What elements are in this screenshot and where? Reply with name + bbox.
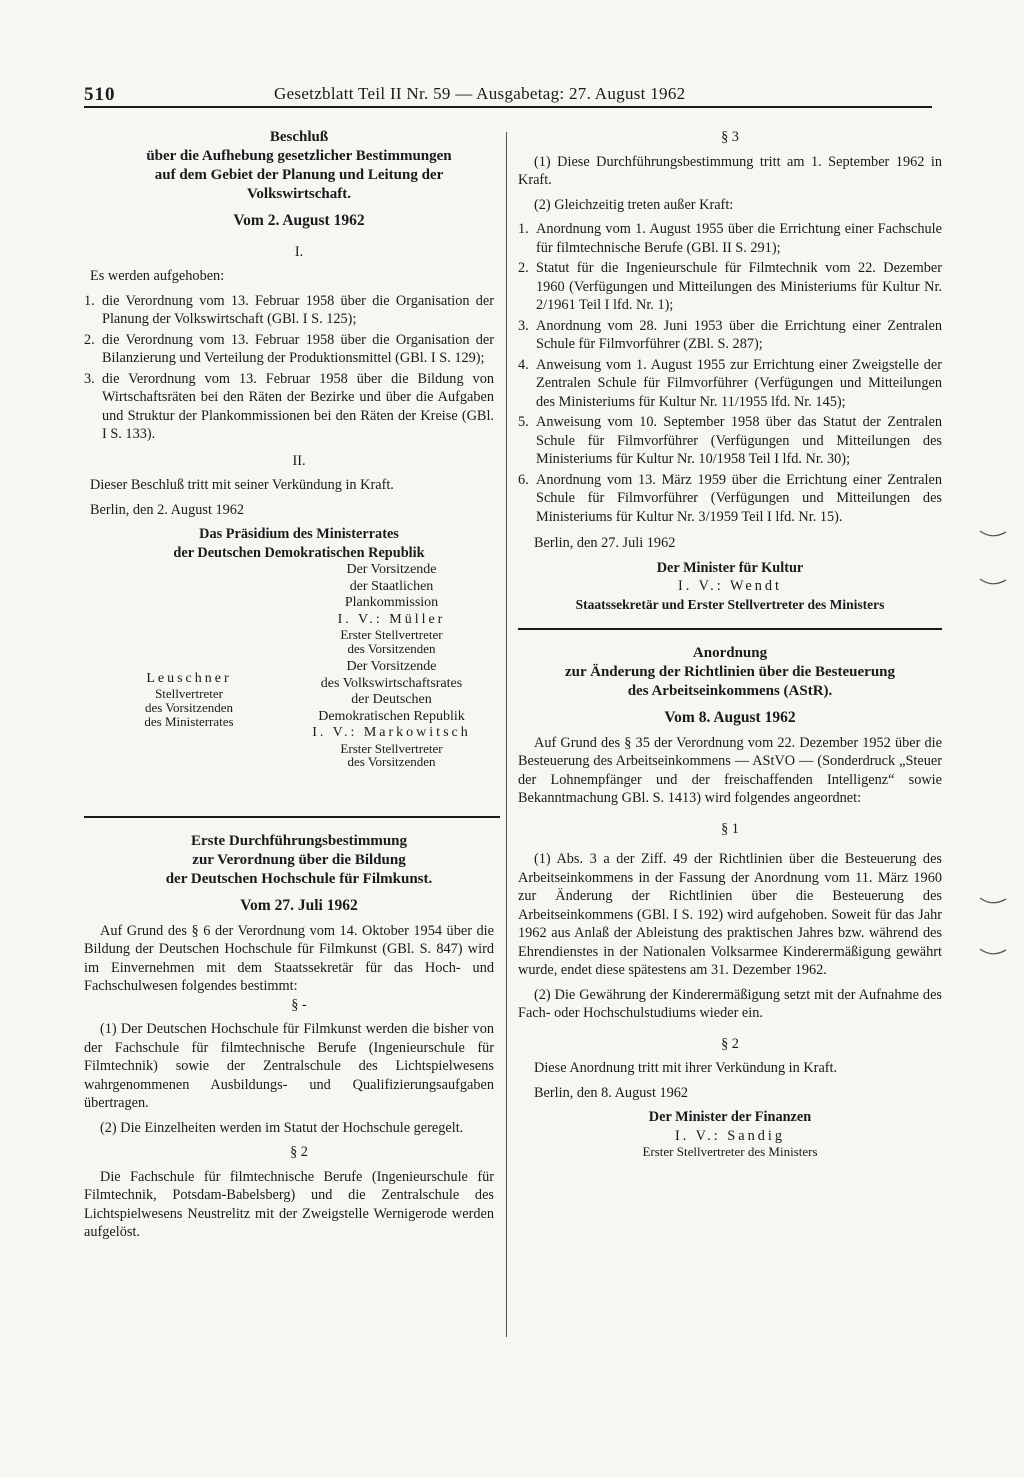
signatory-role: des Vorsitzenden: [347, 754, 436, 769]
section-heading: II.: [292, 452, 306, 469]
beschluss-title-line: Beschluß: [269, 129, 329, 145]
list-item: [518, 413, 942, 469]
anordnung-date: Vom 8. August 1962: [664, 709, 796, 726]
signatory-role: Erster Stellvertreter: [340, 740, 443, 756]
erste-para1-abs2: (2) Die Einzelheiten werden im Statut der Hochschule geregelt.: [100, 1119, 464, 1136]
signatory-title: Demokratischen Republik: [318, 708, 465, 724]
beschluss-title: [84, 128, 494, 204]
paragraph-heading: § 1: [721, 820, 739, 837]
margin-mark-icon: [978, 895, 1008, 907]
right-column: [518, 128, 942, 1159]
signatory-title: Der Vorsitzende: [346, 562, 437, 577]
column-divider: [506, 132, 507, 1337]
minister-title: Der Minister für Kultur: [656, 559, 804, 576]
anordnung-title-line: des Arbeitseinkommens (AStR).: [627, 683, 833, 699]
signatory-role: des Vorsitzenden: [145, 700, 233, 715]
erste-place-date: Berlin, den 27. Juli 1962: [534, 535, 676, 551]
erste-title-line: zur Verordnung über die Bildung: [192, 852, 406, 868]
beschluss-item-list: [84, 292, 494, 444]
item-number: 6.: [518, 471, 529, 488]
repealed-item-list: [518, 220, 942, 526]
page-header: [84, 82, 932, 108]
anordnung-place-date: Berlin, den 8. August 1962: [534, 1084, 689, 1101]
beschluss-place-date: Berlin, den 2. August 1962: [90, 501, 245, 518]
item-number: 5.: [518, 414, 529, 430]
beschluss-title-line: Volkswirtschaft.: [246, 186, 352, 202]
anordnung-title-line: zur Änderung der Richtlinien über die Besteuerung: [564, 664, 896, 680]
anordnung-intro: Auf Grund des § 35 der Verordnung vom 22. Dezember 1952 über die Besteuerung des Arbeitseinkommens — AStVO — (Sonderdruck „Steuer der Lohnempfänger und der freischaffenden Intelligenz“ sowie Bekanntmachung GBl. S. 1413) wird folgendes angeordnet:: [518, 734, 942, 806]
item-text: die Verordnung vom 13. Februar 1958 über die Organisation der Planung der Volkswirtschaft (GBl. I S. 125);: [102, 292, 494, 327]
anordnung-title: [518, 644, 942, 701]
signatory-title: Plankommission: [344, 595, 439, 610]
section-divider: [518, 628, 942, 630]
item-number: 4.: [518, 356, 529, 373]
issuer-line: Das Präsidium des Ministerrates: [199, 526, 399, 542]
item-number: 1.: [518, 221, 529, 237]
section-heading: I.: [294, 243, 304, 260]
erste-date: Vom 27. Juli 1962: [240, 897, 358, 914]
signatory-name: Leuschner: [146, 671, 232, 686]
paragraph-heading: § -: [291, 996, 307, 1013]
beschluss-intro: Es werden aufgehoben:: [90, 268, 225, 284]
erste-para3-abs2: (2) Gleichzeitig treten außer Kraft:: [534, 196, 734, 213]
list-item: [84, 370, 494, 444]
minister-title: Der Minister der Finanzen: [648, 1109, 812, 1125]
signature-left: [114, 670, 264, 729]
beschluss-signatures: [84, 562, 494, 802]
signatory-name: I. V.: Markowitsch: [312, 725, 471, 740]
list-item: [518, 259, 942, 315]
item-number: 3.: [84, 370, 95, 387]
paragraph-heading: § 3: [721, 129, 739, 145]
beschluss-date: Vom 2. August 1962: [233, 212, 365, 229]
signatory-name: I. V.: Wendt: [678, 578, 782, 594]
item-text: die Verordnung vom 13. Februar 1958 über die Organisation der Bilanzierung und Verteilung der Produktionsmittel (GBl. I S. 129);: [102, 331, 494, 366]
signatory-name: I. V.: Müller: [337, 611, 446, 627]
anordnung-para1-abs2: (2) Die Gewährung der Kinderermäßigung setzt mit der Aufnahme des Fach- oder Hochschulstudiums wieder ein.: [518, 986, 942, 1021]
item-text: die Verordnung vom 13. Februar 1958 über die Bildung von Wirtschaftsräten bei den Räten der Bezirke und über die Aufgaben und Struktur der Plankommissionen bei den Räten der Kreise (GBl. I S. 133).: [102, 370, 494, 442]
paragraph-heading: § 2: [290, 1144, 308, 1160]
list-item: [518, 356, 942, 412]
signatory-title: des Volkswirtschaftsrates: [320, 675, 463, 691]
margin-mark-icon: [978, 528, 1008, 540]
item-text: Anordnung vom 28. Juni 1953 über die Errichtung einer Zentralen Schule für Filmvorführer (ZBl. S. 287);: [536, 317, 942, 352]
beschluss-title-line: auf dem Gebiet der Planung und Leitung der: [154, 167, 444, 183]
item-number: 3.: [518, 317, 529, 334]
list-item: [518, 220, 942, 257]
item-text: Statut für die Ingenieurschule für Filmtechnik vom 22. Dezember 1960 (Verfügungen und Mitteilungen des Ministeriums für Kultur Nr. 2/1961 Teil I lfd. Nr. 1);: [536, 260, 942, 313]
issuer-line: der Deutschen Demokratischen Republik: [173, 544, 425, 561]
erste-para2-text: Die Fachschule für filmtechnische Berufe (Ingenieurschule für Filmtechnik, Potsdam-Babelsberg) und die Zentralschule des Lichtspielwesens Neustrelitz mit der Zweigstelle Wernigerode werden aufgelöst.: [84, 1168, 494, 1240]
left-column: [84, 128, 494, 1242]
signatory-title: der Staatlichen: [349, 578, 434, 594]
erste-intro: Auf Grund des § 6 der Verordnung vom 14. Oktober 1954 über die Bildung der Deutschen Hochschule für Filmkunst (GBl. S. 847) wird im Einvernehmen mit dem Staatssekretär für das Hoch- und Fachschulwesen folgendes bestimmt:: [84, 922, 494, 994]
section-divider: [84, 816, 500, 818]
signature-right: [289, 562, 494, 769]
erste-para3-abs1: (1) Diese Durchführungsbestimmung tritt am 1. September 1962 in Kraft.: [518, 153, 942, 188]
item-number: 2.: [84, 331, 95, 348]
list-item: [84, 331, 494, 368]
erste-title-line: der Deutschen Hochschule für Filmkunst.: [165, 871, 433, 887]
item-text: Anweisung vom 1. August 1955 zur Errichtung einer Zweigstelle der Zentralen Schule für Filmvorführer (Verfügungen und Mitteilungen des Ministeriums für Kultur Nr. 11/1955 lfd. Nr. 145);: [536, 356, 942, 410]
item-text: Anweisung vom 10. September 1958 über das Statut der Zentralen Schule für Filmvorführer (Verfügungen und Mitteilungen des Ministeriums für Kultur Nr. 10/1958 Teil I lfd. Nr. 30);: [536, 414, 942, 467]
signatory-title: Der Vorsitzende: [346, 659, 437, 674]
header-title: Gesetzblatt Teil II Nr. 59 — Ausgabetag: 27. August 1962: [274, 84, 686, 103]
anordnung-title-line: Anordnung: [692, 645, 768, 661]
signatory-role: des Vorsitzenden: [347, 640, 436, 656]
item-number: 2.: [518, 260, 529, 276]
item-text: Anordnung vom 1. August 1955 über die Errichtung einer Fachschule für filmtechnische Berufe (GBl. II S. 291);: [536, 221, 942, 256]
item-text: Anordnung vom 13. März 1959 über die Errichtung einer Zentralen Schule für Filmvorführer (Verfügungen und Mitteilungen des Ministeriums für Kultur Nr. 3/1959 Teil I lfd. Nr. 15).: [536, 471, 942, 525]
beschluss-effect: Dieser Beschluß tritt mit seiner Verkündung in Kraft.: [90, 477, 394, 493]
list-item: [518, 471, 942, 527]
signatory-role: Erster Stellvertreter des Ministers: [642, 1144, 818, 1159]
margin-mark-icon: [978, 576, 1008, 588]
signatory-role: des Ministerrates: [144, 714, 234, 729]
item-number: 1.: [84, 292, 95, 309]
erste-title-line: Erste Durchführungsbestimmung: [191, 833, 407, 849]
beschluss-title-line: über die Aufhebung gesetzlicher Bestimmungen: [146, 148, 452, 164]
erste-para1-abs1: (1) Der Deutschen Hochschule für Filmkunst werden die bisher von der Fachschule für filmtechnische Berufe (Ingenieurschule für Filmtechnik) sowie der Zentralschule des Lichtspielwesens wahrgenommenen Ausbildungs- und Qualifizierungsaufgaben übertragen.: [84, 1021, 494, 1111]
paragraph-heading: § 2: [721, 1035, 739, 1052]
anordnung-effect: Diese Anordnung tritt mit ihrer Verkündung in Kraft.: [534, 1060, 838, 1076]
signatory-title: der Deutschen: [351, 692, 432, 707]
erste-title: [84, 832, 494, 889]
signatory-name: I. V.: Sandig: [675, 1127, 785, 1144]
page-number: 510: [84, 84, 116, 105]
signatory-role: Stellvertreter: [155, 686, 223, 701]
margin-mark-icon: [978, 946, 1008, 958]
list-item: [518, 317, 942, 354]
signatory-role: Erster Stellvertreter: [340, 627, 443, 642]
anordnung-para1-abs1: (1) Abs. 3 a der Ziff. 49 der Richtlinien über die Besteuerung des Arbeitseinkommens in der Fassung der Anordnung vom 11. März 1960 zur Änderung der Richtlinien über die Besteuerung des Arbeitseinkommens (GBl. I S. 192) wird aufgehoben. Soweit für das Jahr 1962 aus Anlaß der Ableistung des praktischen Jahres bzw. während des Ehrendienstes in der Nationalen Volksarmee Kinderermäßigung gewährt wurde, endet diese spätestens am 31. Dezember 1962.: [518, 851, 942, 978]
signatory-role: Staatssekretär und Erster Stellvertreter des Ministers: [575, 596, 885, 612]
list-item: [84, 292, 494, 329]
